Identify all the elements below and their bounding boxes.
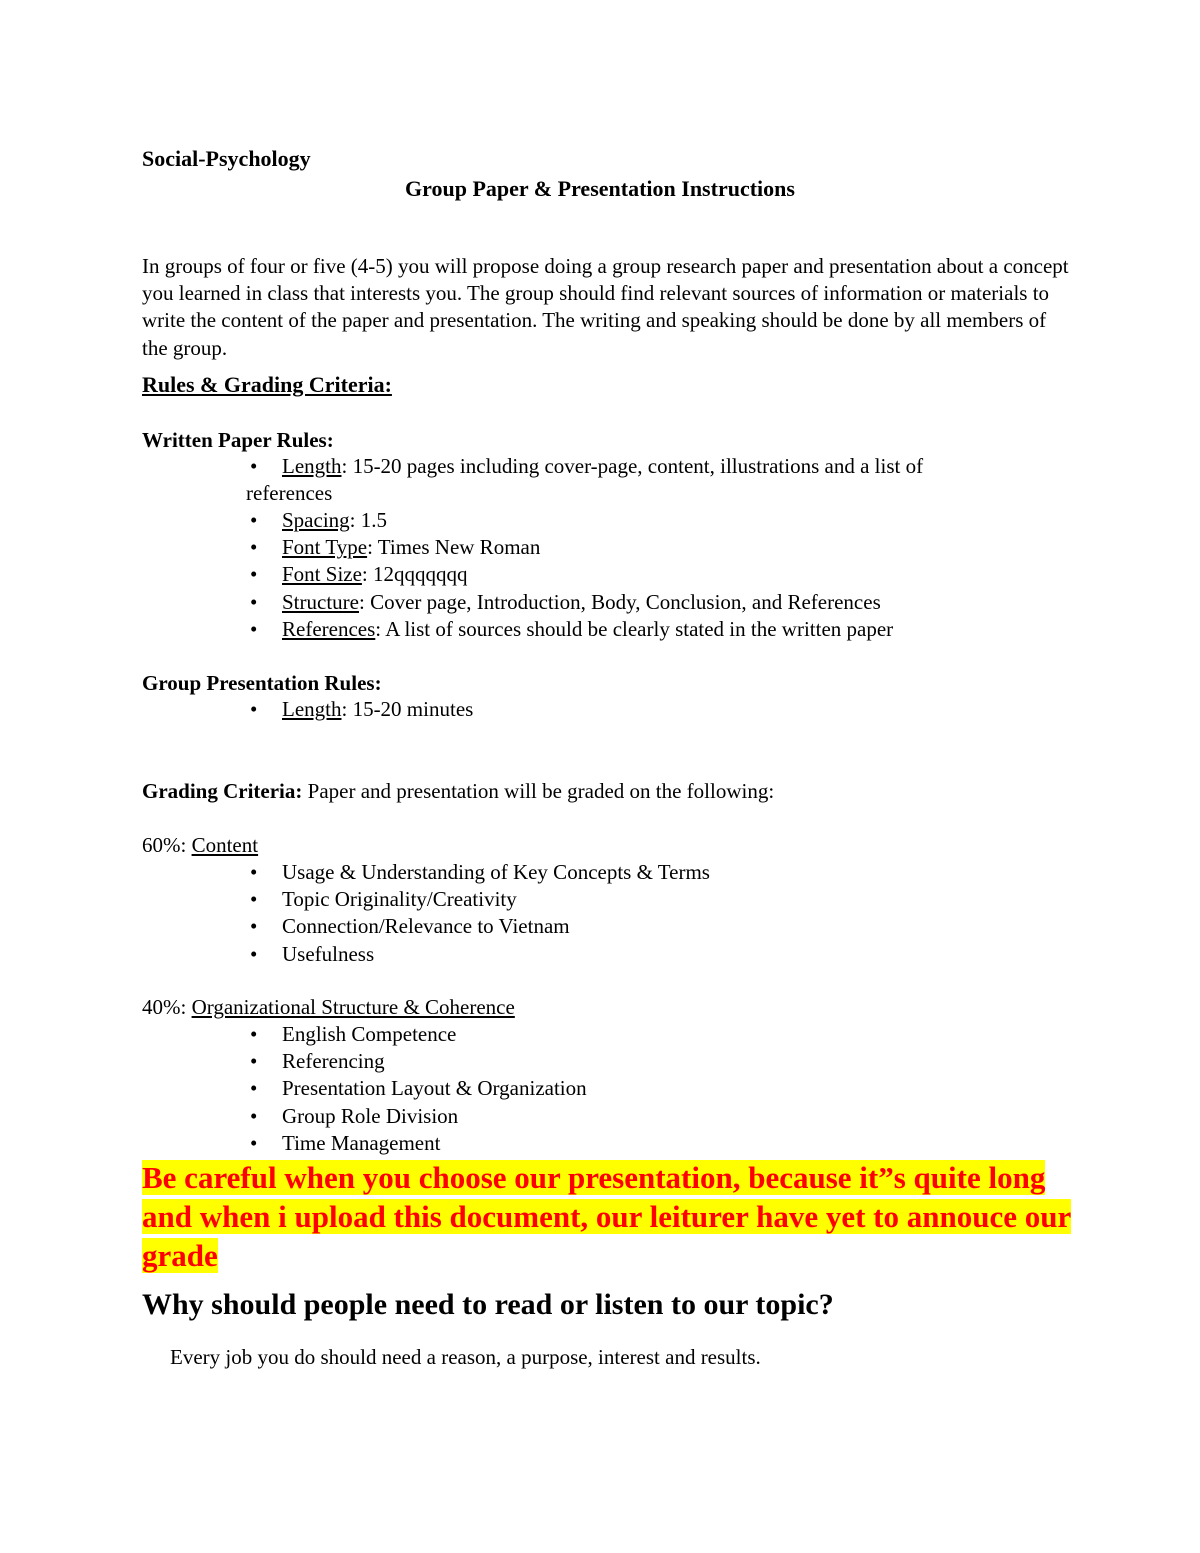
highlighted-warning-text: Be careful when you choose our presentation, because it”s quite long and when i upload this document, our leiturer have yet to annouce our grade bbox=[142, 1160, 1072, 1273]
bullet-icon: • bbox=[250, 1049, 258, 1074]
list-item: • Structure: Cover page, Introduction, Body, Conclusion, and References bbox=[246, 589, 893, 616]
bullet-icon: • bbox=[250, 562, 258, 587]
list-item: • Usefulness bbox=[246, 941, 710, 968]
bullet-icon: • bbox=[250, 860, 258, 884]
content-criteria-heading: 60%: Content bbox=[142, 833, 259, 857]
list-item: • Font Type: Times New Roman bbox=[246, 534, 893, 561]
question-heading: Why should people need to read or listen to our topic? bbox=[142, 1288, 834, 1321]
written-rules-list-rest bbox=[246, 507, 893, 643]
list-item: • Presentation Layout & Organization bbox=[246, 1075, 587, 1102]
bullet-icon: • bbox=[250, 1022, 258, 1046]
bullet-icon: • bbox=[250, 454, 258, 478]
list-item: • Group Role Division bbox=[246, 1103, 587, 1130]
bullet-icon: • bbox=[250, 941, 258, 966]
bullet-icon: • bbox=[250, 914, 258, 939]
list-item: • Topic Originality/Creativity bbox=[246, 886, 710, 913]
bullet-icon: • bbox=[250, 508, 258, 532]
list-item: • Referencing bbox=[246, 1048, 587, 1075]
bullet-icon: • bbox=[250, 1076, 258, 1101]
list-item: • Length: 15-20 pages including cover-page, content, illustrations and a list of bbox=[246, 453, 923, 480]
presentation-rules-list bbox=[246, 696, 473, 723]
presentation-rules-heading: Group Presentation Rules: bbox=[142, 671, 382, 695]
document-title: Group Paper & Presentation Instructions bbox=[405, 176, 795, 201]
bullet-icon: • bbox=[250, 589, 258, 614]
organization-criteria-heading: 40%: Organizational Structure & Coherence bbox=[142, 995, 515, 1019]
written-rules-list bbox=[246, 453, 923, 480]
written-rules-heading: Written Paper Rules: bbox=[142, 428, 334, 452]
list-item: • Spacing: 1.5 bbox=[246, 507, 893, 534]
list-item: • Connection/Relevance to Vietnam bbox=[246, 913, 710, 940]
content-criteria-list bbox=[246, 859, 710, 968]
bullet-icon: • bbox=[250, 1103, 258, 1128]
bullet-icon: • bbox=[250, 616, 258, 641]
list-item: • Time Management bbox=[246, 1130, 587, 1157]
answer-paragraph: Every job you do should need a reason, a purpose, interest and results. bbox=[170, 1345, 761, 1369]
list-item-continuation: references bbox=[246, 481, 333, 505]
list-item: • References: A list of sources should be clearly stated in the written paper bbox=[246, 616, 893, 643]
organization-criteria-list bbox=[246, 1021, 587, 1157]
bullet-icon: • bbox=[250, 887, 258, 912]
list-item: • English Competence bbox=[246, 1021, 587, 1048]
bullet-icon: • bbox=[250, 1130, 258, 1155]
list-item: • Font Size: 12qqqqqqq bbox=[246, 561, 893, 588]
course-title: Social-Psychology bbox=[142, 146, 311, 171]
list-item: • Usage & Understanding of Key Concepts & Terms bbox=[246, 859, 710, 886]
warning-note bbox=[142, 1158, 1072, 1275]
grading-criteria-line: Grading Criteria: Paper and presentation will be graded on the following: bbox=[142, 779, 775, 803]
bullet-icon: • bbox=[250, 697, 258, 721]
list-item: • Length: 15-20 minutes bbox=[246, 696, 473, 723]
intro-paragraph: In groups of four or five (4-5) you will propose doing a group research paper and presentation about a concept you learned in class that interests you. The group should find relevant sources of information or materials to write the content of the paper and presentation. The writing and speaking should be done by all members of the group. bbox=[142, 254, 1069, 360]
bullet-icon: • bbox=[250, 535, 258, 560]
rules-heading: Rules & Grading Criteria: bbox=[142, 372, 392, 397]
